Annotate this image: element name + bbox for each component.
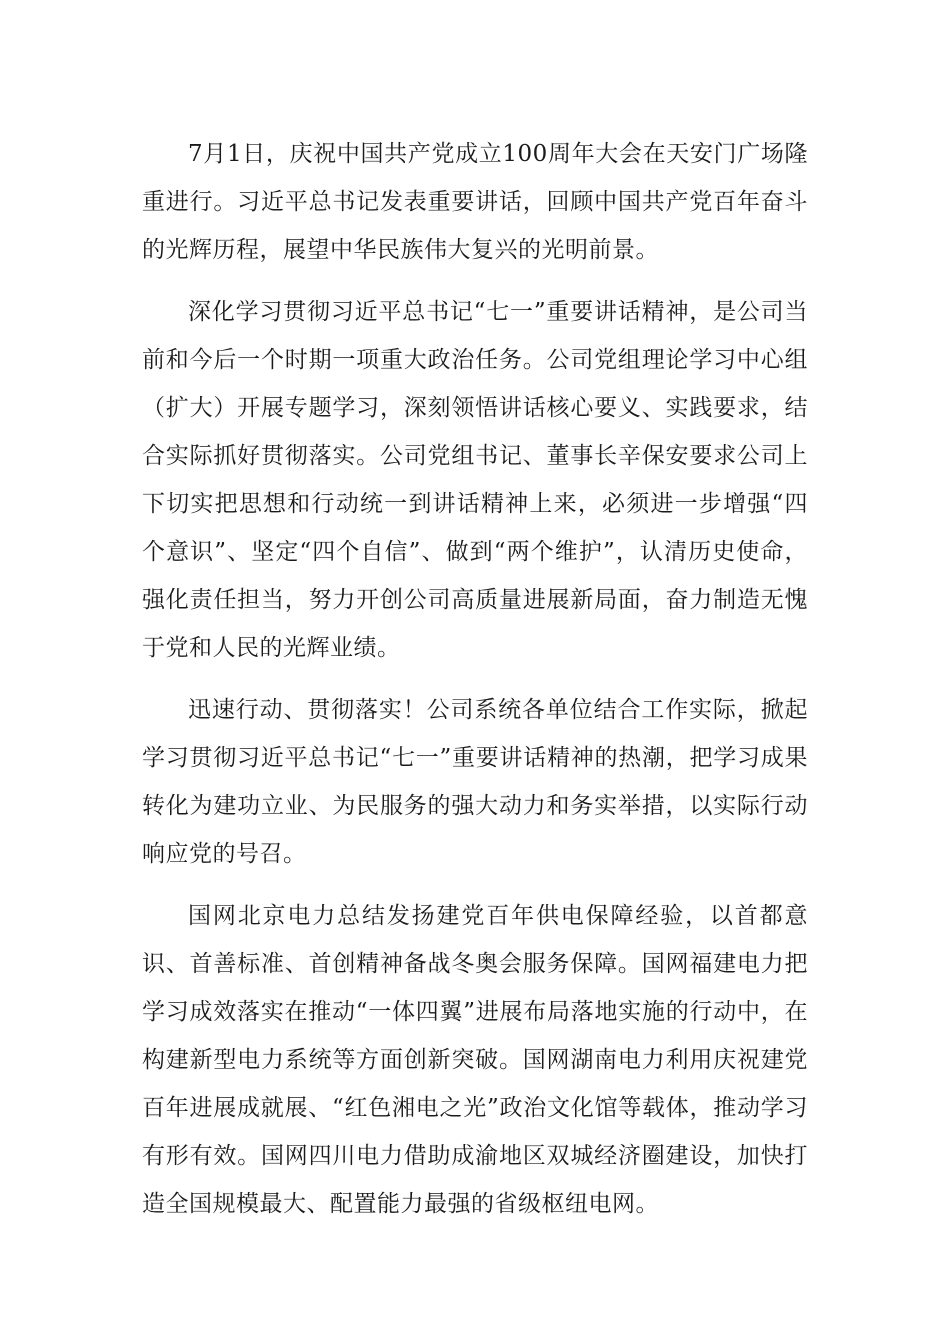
paragraph-3: 迅速行动、贯彻落实！公司系统各单位结合工作实际，掀起学习贯彻习近平总书记“七一”重要讲话精神的热潮，把学习成果转化为建功立业、为民服务的强大动力和务实举措，以实际行动响应党的号召。: [142, 697, 808, 867]
document-body: [142, 130, 808, 1242]
paragraph-2: 深化学习贯彻习近平总书记“七一”重要讲话精神，是公司当前和今后一个时期一项重大政治任务。公司党组理论学习中心组（扩大）开展专题学习，深刻领悟讲话核心要义、实践要求，结合实际抓好贯彻落实。公司党组书记、董事长辛保安要求公司上下切实把思想和行动统一到讲话精神上来，必须进一步增强“四个意识”、坚定“四个自信”、做到“两个维护”，认清历史使命，强化责任担当，努力开创公司高质量进展新局面，奋力制造无愧于党和人民的光辉业绩。: [142, 299, 808, 661]
paragraph-1: 7月1日，庆祝中国共产党成立100周年大会在天安门广场隆重进行。习近平总书记发表重要讲话，回顾中国共产党百年奋斗的光辉历程，展望中华民族伟大复兴的光明前景。: [142, 141, 808, 263]
paragraph-4: 国网北京电力总结发扬建党百年供电保障经验，以首都意识、首善标准、首创精神备战冬奥会服务保障。国网福建电力把学习成效落实在推动“一体四翼”进展布局落地实施的行动中，在构建新型电力系统等方面创新突破。国网湖南电力利用庆祝建党百年进展成就展、“红色湘电之光”政治文化馆等载体，推动学习有形有效。国网四川电力借助成渝地区双城经济圈建设，加快打造全国规模最大、配置能力最强的省级枢纽电网。: [142, 903, 808, 1217]
